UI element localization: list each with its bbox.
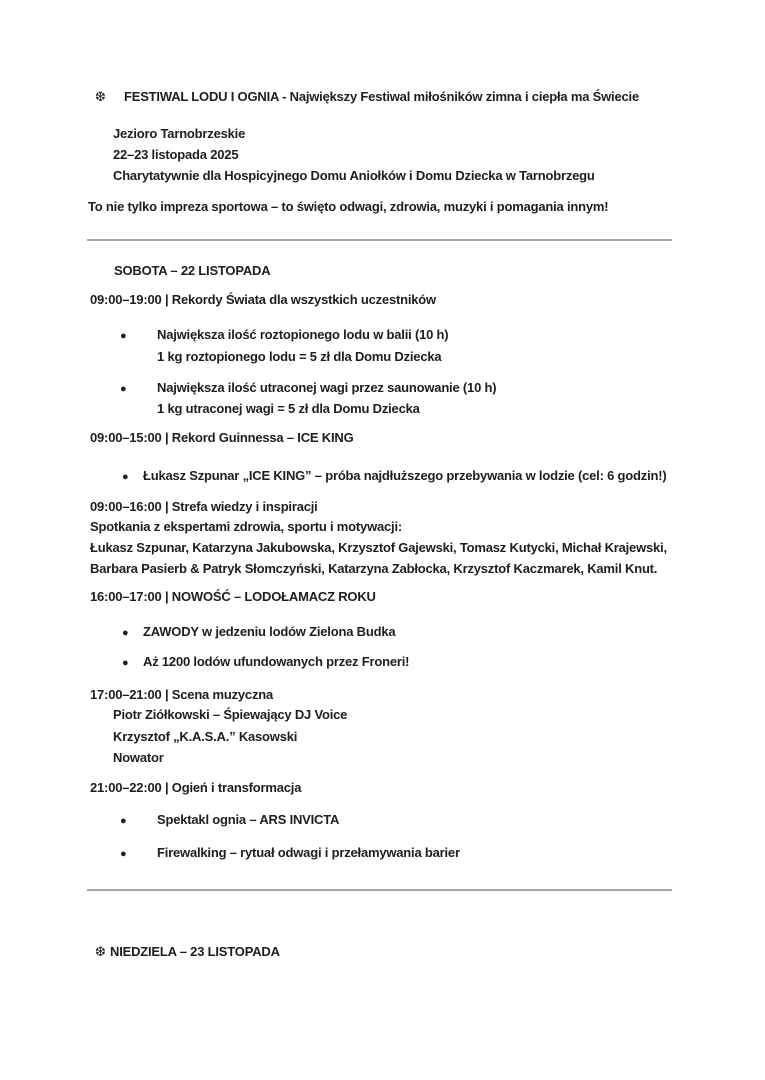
bullet-continuation: 1 kg roztopionego lodu = 5 zł dla Domu Dziecka	[157, 349, 442, 364]
slot-music-time-title: 17:00–21:00 | Scena muzyczna	[90, 687, 274, 702]
music-artist-2: Krzysztof „K.A.S.A.” Kasowski	[113, 729, 298, 744]
bullet-icon: ●	[122, 657, 129, 669]
music-artist-1: Piotr Ziółkowski – Śpiewający DJ Voice	[113, 707, 348, 722]
slot-records-time-title: 09:00–19:00 | Rekordy Świata dla wszystkich uczestników	[90, 292, 436, 307]
experts-intro-line: Spotkania z ekspertami zdrowia, sportu i motywacji:	[90, 519, 402, 534]
list-item	[120, 324, 448, 347]
bullet-text: Aż 1200 lodów ufundowanych przez Froneri!	[143, 654, 410, 669]
music-artist-3: Nowator	[113, 750, 164, 765]
charity-line: Charytatywnie dla Hospicyjnego Domu Aniołków i Domu Dziecka w Tarnobrzegu	[113, 168, 595, 183]
snowflake-icon: ❆	[95, 944, 106, 959]
list-item	[120, 377, 496, 400]
document-title: FESTIWAL LODU I OGNIA - Największy Festiwal miłośników zimna i ciepła ma Świecie	[124, 89, 639, 104]
sunday-heading: NIEDZIELA – 23 LISTOPADA	[110, 944, 280, 959]
list-item	[122, 465, 667, 488]
list-item	[120, 842, 460, 865]
slot-guinness-time-title: 09:00–15:00 | Rekord Guinnessa – ICE KING	[90, 430, 354, 445]
tagline: To nie tylko impreza sportowa – to święto odwagi, zdrowia, muzyki i pomagania innym!	[88, 199, 609, 214]
bullet-icon: ●	[122, 471, 129, 483]
list-item	[120, 809, 339, 832]
bullet-icon: ●	[120, 815, 127, 827]
bullet-continuation: 1 kg utraconej wagi = 5 zł dla Domu Dziecka	[157, 401, 420, 416]
bullet-text: Spektakl ognia – ARS INVICTA	[157, 812, 340, 827]
bullet-text: Łukasz Szpunar „ICE KING” – próba najdłuższego przebywania w lodzie (cel: 6 godzin!)	[143, 468, 667, 483]
experts-names-line-2: Barbara Pasierb & Patryk Słomczyński, Katarzyna Zabłocka, Krzysztof Kaczmarek, Kamil Knut.	[90, 561, 658, 576]
bullet-text: Największa ilość utraconej wagi przez saunowanie (10 h)	[157, 380, 497, 395]
bullet-text: Firewalking – rytuał odwagi i przełamywania barier	[157, 845, 460, 860]
bullet-icon: ●	[122, 627, 129, 639]
experts-names-line-1: Łukasz Szpunar, Katarzyna Jakubowska, Krzysztof Gajewski, Tomasz Kutycki, Michał Krajewski,	[90, 540, 667, 555]
horizontal-rule-top	[87, 239, 672, 241]
dates-line: 22–23 listopada 2025	[113, 147, 239, 162]
horizontal-rule-bottom	[87, 889, 672, 891]
list-item	[122, 651, 409, 674]
bullet-text: Największa ilość roztopionego lodu w balii (10 h)	[157, 327, 449, 342]
slot-fire-time-title: 21:00–22:00 | Ogień i transformacja	[90, 780, 302, 795]
saturday-heading: SOBOTA – 22 LISTOPADA	[114, 263, 271, 278]
venue-line: Jezioro Tarnobrzeskie	[113, 126, 246, 141]
snowflake-icon: ❆	[95, 89, 106, 104]
bullet-icon: ●	[120, 848, 127, 860]
slot-icebreaker-time-title: 16:00–17:00 | NOWOŚĆ – LODOŁAMACZ ROKU	[90, 589, 376, 604]
slot-knowledge-time-title: 09:00–16:00 | Strefa wiedzy i inspiracji	[90, 499, 318, 514]
bullet-icon: ●	[120, 383, 127, 395]
list-item	[122, 621, 395, 644]
bullet-text: ZAWODY w jedzeniu lodów Zielona Budka	[143, 624, 396, 639]
bullet-icon: ●	[120, 330, 127, 342]
